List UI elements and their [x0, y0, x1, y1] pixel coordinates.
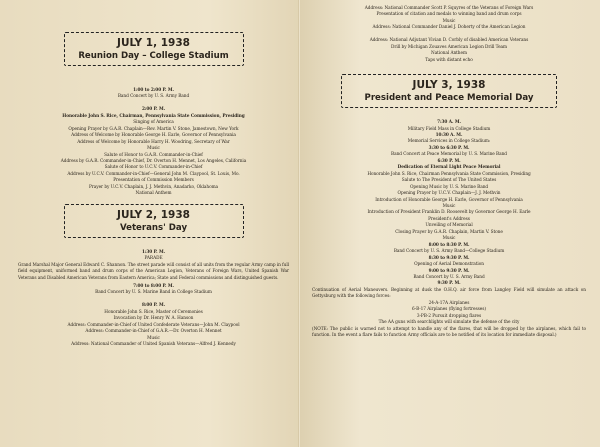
program-line: Music [442, 203, 456, 209]
program-line: Drill by Michigan Zouaves American Legion Drill Team [390, 44, 508, 50]
program-line: 8:30 to 9:30 P. M. [428, 255, 470, 261]
program-line: 3:30 to 6:30 P. M. [428, 145, 470, 151]
program-line: Address: Commander-in-Chief of United Confederate Veterans—John M. Claypool [67, 322, 240, 328]
program-line: Introduction of Honorable George H. Earle, Governor of Pennsylvania [375, 197, 523, 203]
program-line: Honorable John S. Rice, Master of Ceremonies [104, 309, 203, 315]
program-line: Memorial Services in College Stadium: [407, 139, 491, 145]
program-line: Address: National Commander Scott P. Squyres of the Veterans of Foreign Wars [364, 6, 534, 11]
program-line: Address of Welcome by Honorable George H. Earle, Governor of Pennsylvania [71, 133, 236, 139]
program-line: 24-A-17A Airplanes [428, 300, 470, 306]
day2-date: JULY 2, 1938 [117, 208, 190, 221]
program-line: 1:00 to 2:00 P. M. [133, 88, 174, 93]
program-line: Closing Prayer by G.A.R. Chaplain, Martin V. Stone [395, 229, 503, 235]
program-line: Opening of Aerial Demonstration [414, 262, 484, 268]
program-line: Address: Commander-in-Chief of G.A.R.—Dr. Overton H. Mennet [85, 329, 222, 335]
program-line: Address: National Adjutant Vivian D. Corbly of disabled American Veterans [369, 38, 529, 44]
program-line: Music [147, 335, 160, 341]
program-line: Opening Prayer by G.A.R. Chaplain—Rev. Martin V. Stone, Jamestown, New York [68, 126, 239, 132]
day3-aerial-intro: Continuation of Aerial Maneuvers. Beginning at dusk the O.H.Q. air force from Langley Field will simulate an attack on Gettysburg with the following forces: [312, 287, 586, 300]
program-line: PARADE [144, 256, 163, 262]
program-line: 8:00 P. M. [141, 303, 166, 309]
program-line: Address: National Commander of United Spanish Veterans—Alfred J. Kennedy [71, 342, 236, 348]
day1-title: Reunion Day – College Stadium [78, 51, 229, 61]
program-line: Opening Prayer by U.C.V. Chaplain—J. J. Methvin [397, 191, 501, 197]
program-line: 2:00 P. M. [141, 107, 166, 113]
program-line: Dedication of Eternal Light Peace Memorial [397, 165, 501, 171]
program-line: Singing of America [133, 120, 174, 126]
program-line: Salute of Honor to G.A.R. Commander-in-Chief [104, 152, 203, 158]
program-line: Opening Music by U. S. Marine Band [409, 184, 489, 190]
program-line: 7:30 A. M. [437, 120, 461, 126]
program-line: Introduction of President Franklin D. Roosevelt by Governor George H. Earle [367, 210, 531, 216]
program-line: 3-PB-2 Pursuit dropping flares [416, 313, 482, 319]
program-line: President's Address [428, 216, 470, 222]
program-line: 6:30 P. M. [437, 158, 461, 164]
day3-header-box [341, 74, 557, 108]
right-page [300, 0, 600, 447]
program-line: Taps with distant echo [425, 57, 473, 63]
program-line: Unveiling of Memorial [425, 223, 473, 229]
program-line: National Anthem [431, 51, 467, 57]
program-line: Honorable John S. Rice, Chairman Pennsylvania State Commission, Presiding [367, 171, 531, 177]
day3-note: (NOTE: The public is warned not to attempt to handle any of the flares, that will be dropped by the airplanes, which fail to function. In the event a flare fails to function Army officials are to be notified of its location for immediate disposal.) [312, 326, 586, 339]
program-line: Presentation of citation and medals to winning band and drum corps [376, 12, 522, 18]
program-line: 8:00 to 8:30 P. M. [428, 242, 470, 248]
day2-schedule-top [18, 250, 289, 263]
program-line: Salute of Honor to U.C.V. Commander-in-Chief [104, 165, 203, 171]
program-line: 9:00 to 9:30 P. M. [428, 268, 470, 274]
program-line: Military Field Mass in College Stadium [407, 126, 491, 132]
program-line: Salute to The President of The United States [401, 178, 497, 184]
program-line: Music [147, 146, 160, 152]
day3-aerial-close: The AA guns with searchlights will simulate the defense of the city [378, 320, 520, 326]
day3-aircraft-list [312, 301, 586, 320]
program-line: Band Concert at Peace Memorial by U. S. Marine Band [391, 152, 507, 158]
program-line: Honorable John S. Rice, Chairman, Pennsylvania State Commission, Presiding [62, 113, 245, 119]
program-line: Address: National Commander Daniel J. Doherty of the American Legion [372, 25, 526, 31]
program-line: 1:30 P. M. [141, 249, 166, 255]
program-line: Invocation by Dr. Henry W. A. Hanson [113, 316, 194, 322]
veterans-day-continued [312, 6, 586, 64]
program-line: Band Concert by U. S. Army Band [413, 274, 485, 280]
program-line: Music [442, 18, 456, 24]
program-line: 6-B-17 Airplanes (flying fortresses) [412, 307, 486, 313]
day2-header-box [64, 204, 244, 238]
day1-date: JULY 1, 1938 [117, 37, 190, 49]
program-line: National Anthem [135, 191, 172, 197]
program-line: Band Concert by U. S. Army Band—College Stadium [393, 249, 505, 255]
program-line: 10:30 A. M. [435, 132, 463, 138]
day3-date: JULY 3, 1938 [412, 79, 486, 92]
left-page [0, 0, 299, 447]
day3-title: President and Peace Memorial Day [364, 93, 534, 104]
day1-schedule [18, 88, 289, 198]
program-line: Band Concert by U. S. Marine Band in College Stadium [95, 290, 212, 296]
day3-schedule [312, 120, 586, 288]
day2-title: Veterans' Day [119, 222, 188, 233]
program-line: 9:30 P. M. [437, 281, 461, 287]
day2-schedule-bottom [18, 284, 289, 349]
program-line: Music [442, 236, 456, 242]
program-line: Address by U.C.V. Commander-in-Chief—General John M. Claypool, St. Louis, Mo. [67, 171, 240, 177]
day2-parade-text: Grand Marshal Major General Edward C. Shannon. The street parade will consist of all units from the regular Army camp in full field equipment, uniformed band and drum corps of the American Legion, Veterans of Foreign Wars, United Spanish War Veterans and Disabled American Veterans from Eastern America; State and Federal commissions and distinguished guests. [18, 262, 289, 281]
program-line: Presentation of Commission Members [113, 178, 194, 184]
program-line: Prayer by U.C.V. Chaplain, J. J. Methvin, Anadarko, Oklahoma [88, 184, 219, 190]
day1-header-box [64, 32, 244, 66]
program-line: Address by G.A.R. Commander-in-Chief, Dr. Overton H. Mennet, Los Angeles, California [60, 158, 247, 164]
program-line: Band Concert by U. S. Army Band [117, 94, 190, 100]
program-line: 7:00 to 8:00 P. M. [133, 283, 174, 289]
program-line: Address of Welcome by Honorable Harry H. Woodring, Secretary of War [77, 139, 230, 145]
